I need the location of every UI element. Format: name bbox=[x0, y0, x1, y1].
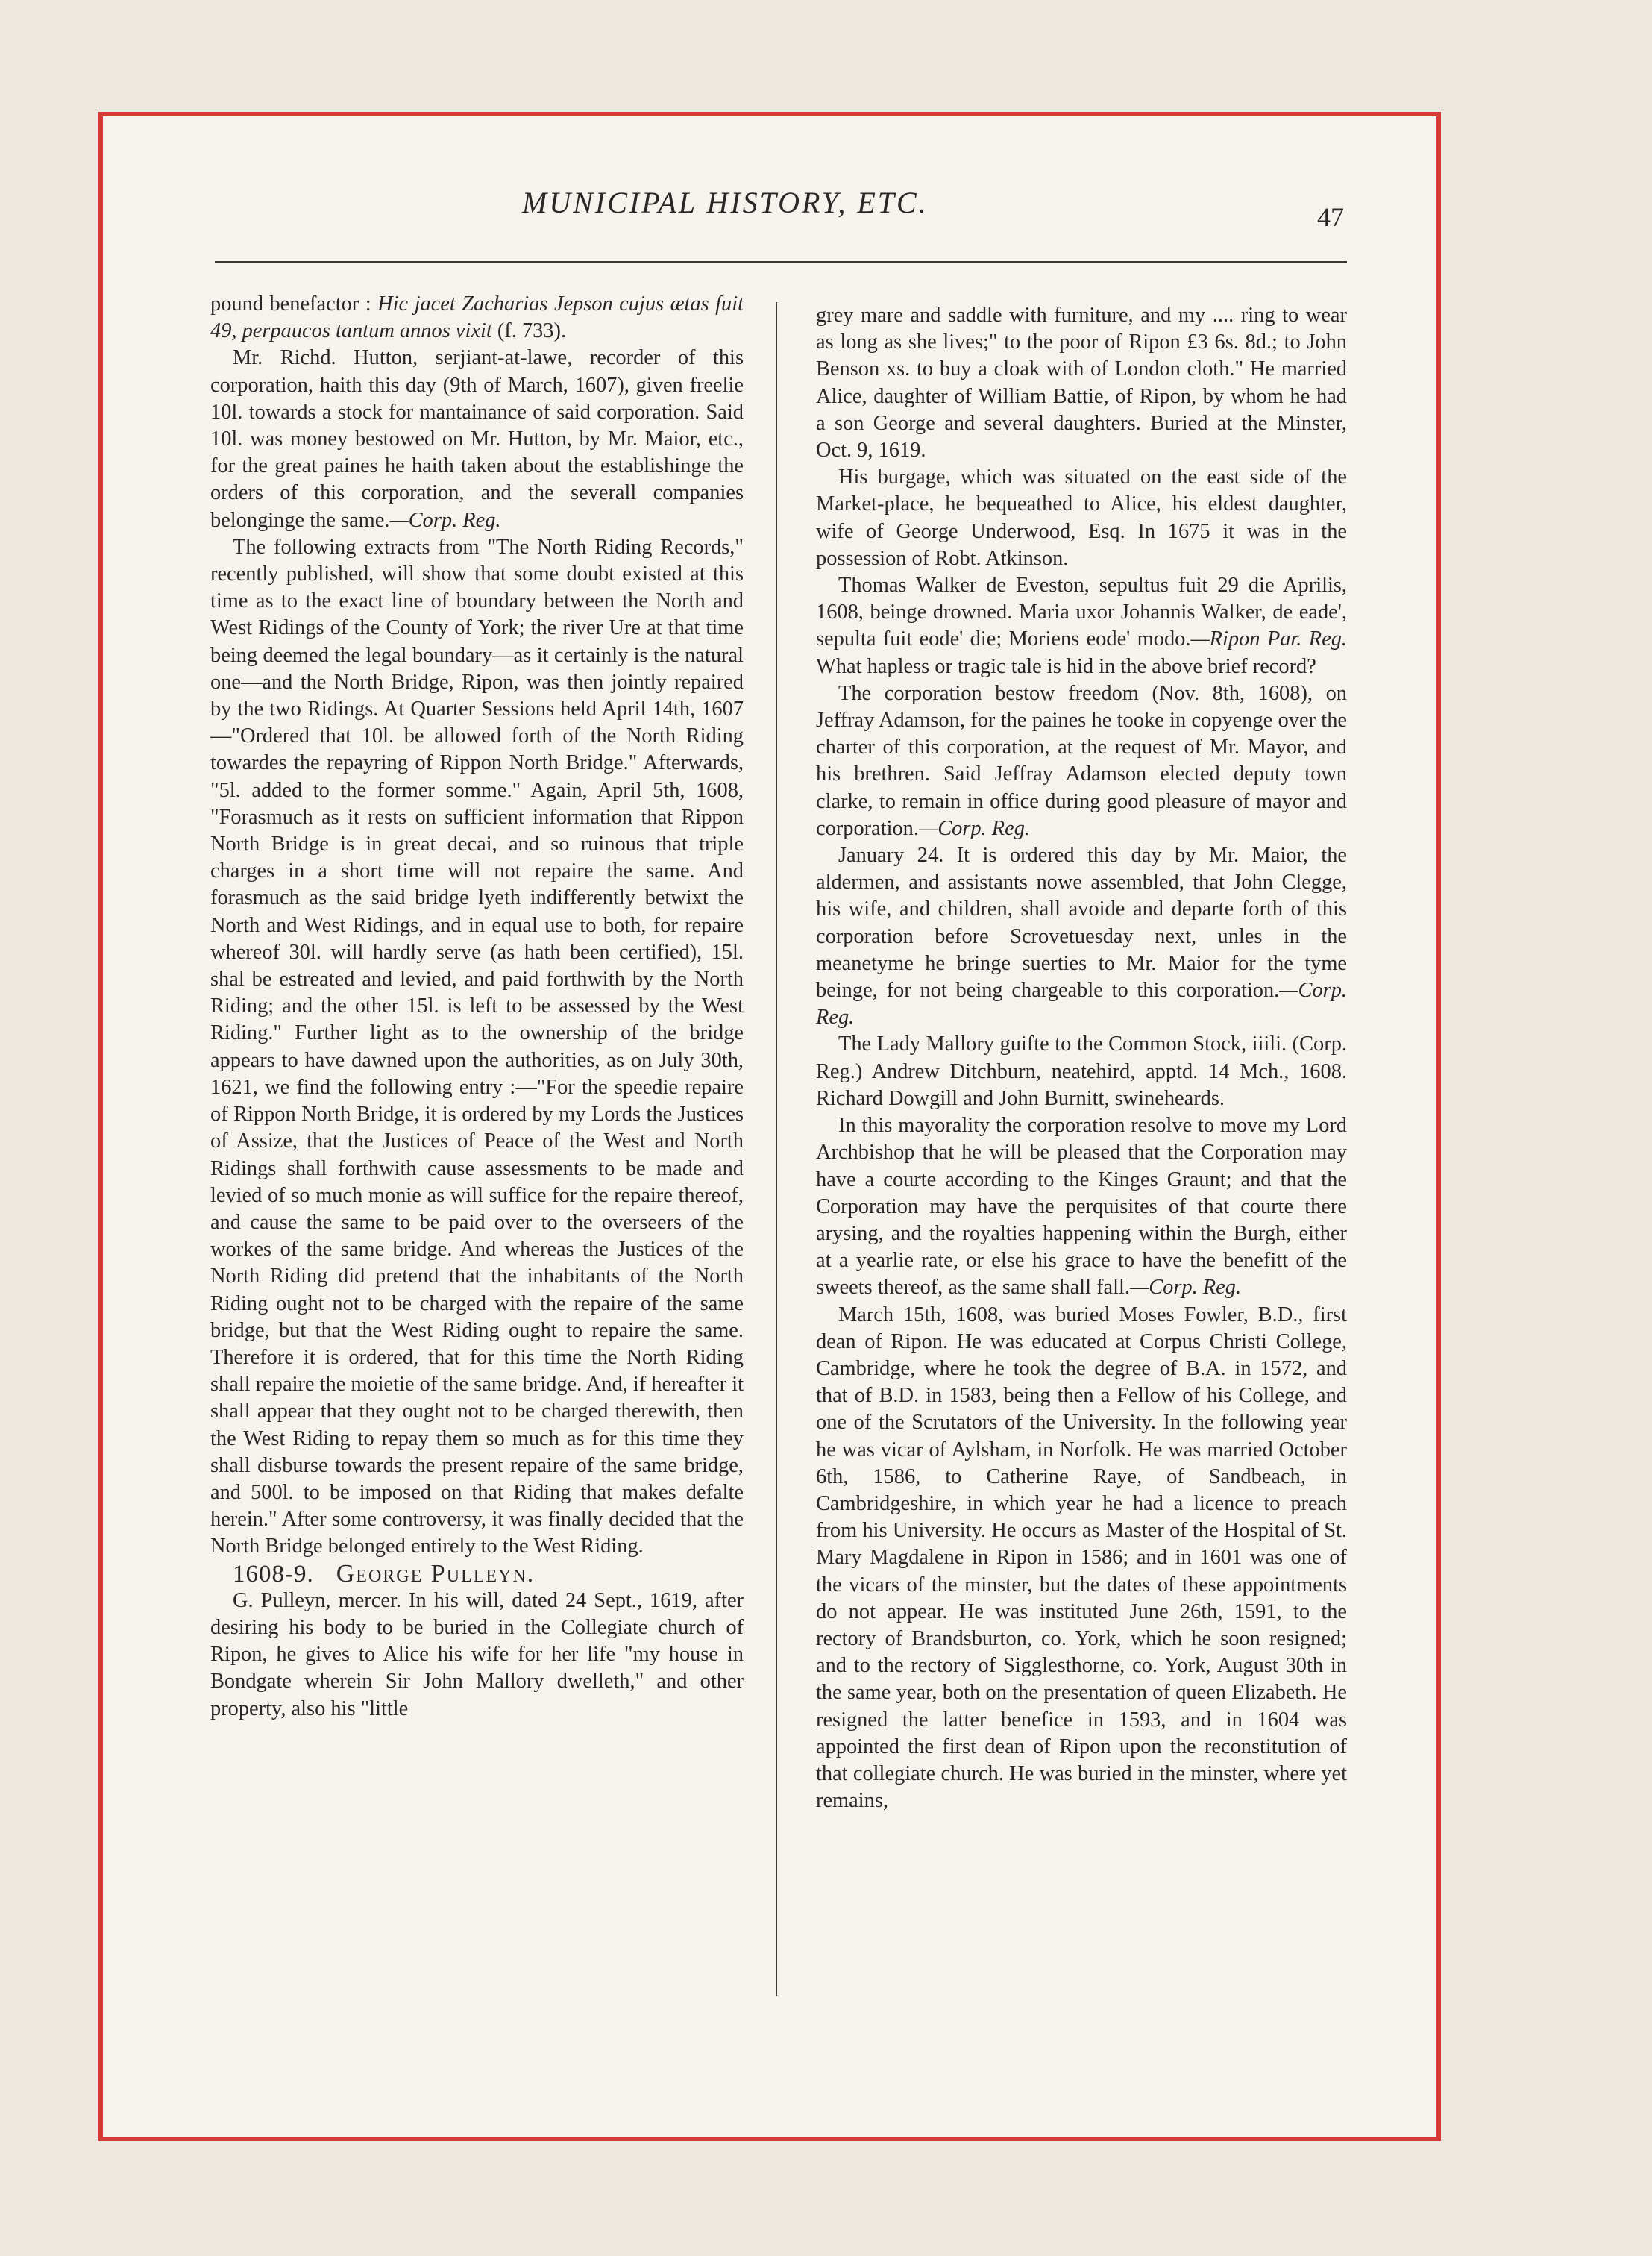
paragraph-text: January 24. It is ordered this day by Mr. Maior, the aldermen, and assistants nowe assembled, that John Clegge, his wife, and children, shall avoide and departe forth of this corporation before Scrovetuesday next, unles in the meanetyme he bringe suerties to Mr. Maior for the tyme beinge, for not being chargeable to this corporation. bbox=[816, 844, 1347, 1003]
source-citation: —Corp. Reg. bbox=[1129, 1276, 1242, 1300]
source-citation: —Corp. Reg. bbox=[816, 979, 1347, 1030]
paragraph bbox=[816, 842, 1347, 1031]
paragraph bbox=[816, 572, 1347, 680]
paragraph bbox=[210, 1588, 744, 1723]
folio-reference: (f. 733). bbox=[491, 319, 567, 343]
paragraph-text: In this mayorality the corporation resolve to move my Lord Archbishop that he will be pleased that the Corporation may have a courte according to the Kinges Graunt; and that the Corporation may have the perquisites of that courte there arysing, and the royalties happening within the Burgh, either at a yearlie rate, or else his grace to have the benefitt of the sweets thereof, as the same shall fall. bbox=[816, 1114, 1347, 1300]
source-citation: —Corp. Reg. bbox=[389, 508, 501, 532]
paragraph-text: Thomas Walker de Eveston, sepultus fuit 29 die Aprilis, 1608, beinge drowned. Maria uxor Johannis Walker, de eade', sepulta fuit eode' die; Moriens eode' modo. bbox=[816, 574, 1347, 651]
paragraph-text: pound benefactor : bbox=[210, 292, 378, 316]
paragraph-text: What hapless or tragic tale is hid in the above brief record? bbox=[816, 654, 1316, 678]
paragraph bbox=[210, 291, 744, 345]
heading-year: 1608-9. bbox=[233, 1560, 314, 1588]
paragraph-text: His burgage, which was situated on the east side of the Market-place, he bequeathed to Alice, his eldest daughter, wife of George Underwood, Esq. In 1675 it was in the possession of Robt. Atkinson. bbox=[816, 466, 1347, 570]
heading-name: George Pulleyn. bbox=[336, 1559, 536, 1588]
paragraph bbox=[816, 1031, 1347, 1112]
column-divider bbox=[776, 302, 777, 1996]
paragraph bbox=[210, 534, 744, 1561]
page-number: 47 bbox=[1317, 202, 1344, 232]
right-column bbox=[816, 302, 1347, 1814]
source-citation: —Ripon Par. Reg. bbox=[1190, 627, 1348, 651]
header-rule bbox=[215, 261, 1347, 263]
paragraph bbox=[816, 1112, 1347, 1301]
paragraph-text: The corporation bestow freedom (Nov. 8th, 1608), on Jeffray Adamson, for the paines he tooke in copyenge over the charter of this corporation, at the request of Mr. Mayor, and his brethren. Said Jeffray Adamson elected deputy town clarke, to remain in office during good pleasure of mayor and corporation. bbox=[816, 681, 1347, 840]
running-head: MUNICIPAL HISTORY, ETC. bbox=[522, 186, 929, 219]
paragraph-text: The Lady Mallory guifte to the Common Stock, iiili. (Corp. Reg.) Andrew Ditchburn, neatehird, apptd. 14 Mch., 1608. Richard Dowgill and John Burnitt, swineheards. bbox=[816, 1033, 1347, 1110]
source-citation: —Corp. Reg. bbox=[918, 816, 1031, 840]
latin-inscription: Hic jacet Zacharias Jepson cujus ætas fuit 49, perpaucos tantum annos vixit bbox=[210, 292, 744, 343]
paragraph bbox=[816, 1302, 1347, 1815]
paragraph-text: The following extracts from "The North Riding Records," recently published, will show that some doubt existed at this time as to the exact line of boundary between the North and West Ridings of the County of York; the river Ure at that time being deemed the legal boundary—as it certainly is the natural one—and the North Bridge, Ripon, was then jointly repaired by the two Ridings. At Quarter Sessions held April 14th, 1607—"Ordered that 10l. be allowed forth of the North Riding towardes the repayring of Rippon North Bridge." Afterwards, "5l. added to the former somme." Again, April 5th, 1608, "Forasmuch as it rests on sufficient information that Rippon North Bridge is in great decai, and so ruinous that triple charges in a short time will not repaire the same. And forasmuch as the said bridge lyeth indifferently betwixt the North and West Ridings, and in equal use to both, for repaire whereof 30l. will hardly serve (as hath been certified), 15l. shal be estreated and levied, and paid forthwith by the North Riding; and the other 15l. is left to be assessed by the West Riding." Further light as to the ownership of the bridge appears to have dawned upon the authorities, as on July 30th, 1621, we find the following entry :—"For the speedie repaire of Rippon North Bridge, it is ordered by my Lords the Justices of Assize, that the Justices of Peace of the West and North Ridings shall forthwith cause assessments to be made and levied of so much monie as will suffice for the repaire thereof, and cause the same to be paid over to the overseers of the workes of the same bridge. And whereas the Justices of the North Riding did pretend that the inhabitants of the North Riding ought not to be charged with the repaire of the same bridge, but that the West Riding ought to repaire the same. Therefore it is ordered, that for this time the North Riding shall repaire the moietie of the same bridge. And, if hereafter it shall appear that they ought not to be charged therewith, then the West Riding to repay them so much as for this time they shall disburse towards the present repaire of the same bridge, and 500l. to be imposed on that Riding that makes defalte herein." After some controversy, it was finally decided that the North Bridge belonged entirely to the West Riding. bbox=[210, 535, 744, 1558]
section-heading bbox=[210, 1561, 744, 1588]
paragraph bbox=[816, 302, 1347, 464]
paragraph-text: grey mare and saddle with furniture, and my .... ring to wear as long as she lives;" to the poor of Ripon £3 6s. 8d.; to John Benson xs. to buy a cloak with of London cloth." He married Alice, daughter of William Battie, of Ripon, by whom he had a son George and several daughters. Buried at the Minster, Oct. 9, 1619. bbox=[816, 304, 1347, 463]
paragraph-text: Mr. Richd. Hutton, serjiant-at-lawe, recorder of this corporation, haith this day (9th of March, 1607), given freelie 10l. towards a stock for mantainance of said corporation. Said 10l. was money bestowed on Mr. Hutton, by Mr. Maior, etc., for the great paines he haith taken about the establishinge the orders of this corporation, and the severall companies belonginge the same. bbox=[210, 346, 744, 532]
paragraph-text: March 15th, 1608, was buried Moses Fowler, B.D., first dean of Ripon. He was educated at Corpus Christi College, Cambridge, where he took the degree of B.A. in 1572, and that of B.D. in 1583, being then a Fellow of his College, and one of the Scrutators of the University. In the following year he was vicar of Aylsham, in Norfolk. He was married October 6th, 1586, to Catherine Raye, of Sandbeach, in Cambridgeshire, in which year he had a licence to preach from his University. He occurs as Master of the Hospital of St. Mary Magdalene in Ripon in 1586; and in 1601 was one of the vicars of the minster, but the dates of these appointments do not appear. He was instituted June 26th, 1591, to the rectory of Brandsburton, co. York, which he soon resigned; and to the rectory of Sigglesthorne, co. York, August 30th in the same year, both on the presentation of queen Elizabeth. He resigned the latter benefice in 1593, and in 1604 was appointed the first dean of Ripon upon the reconstitution of that collegiate church. He was buried in the minster, where yet remains, bbox=[816, 1303, 1347, 1813]
paragraph bbox=[816, 464, 1347, 572]
paragraph bbox=[210, 345, 744, 533]
left-column bbox=[210, 291, 744, 1723]
paragraph-text: G. Pulleyn, mercer. In his will, dated 24 Sept., 1619, after desiring his body to be buried in the Collegiate church of Ripon, he gives to Alice his wife for her life "my house in Bondgate wherein Sir John Mallory dwelleth," and other property, also his "little bbox=[210, 1588, 744, 1720]
paragraph bbox=[816, 680, 1347, 842]
